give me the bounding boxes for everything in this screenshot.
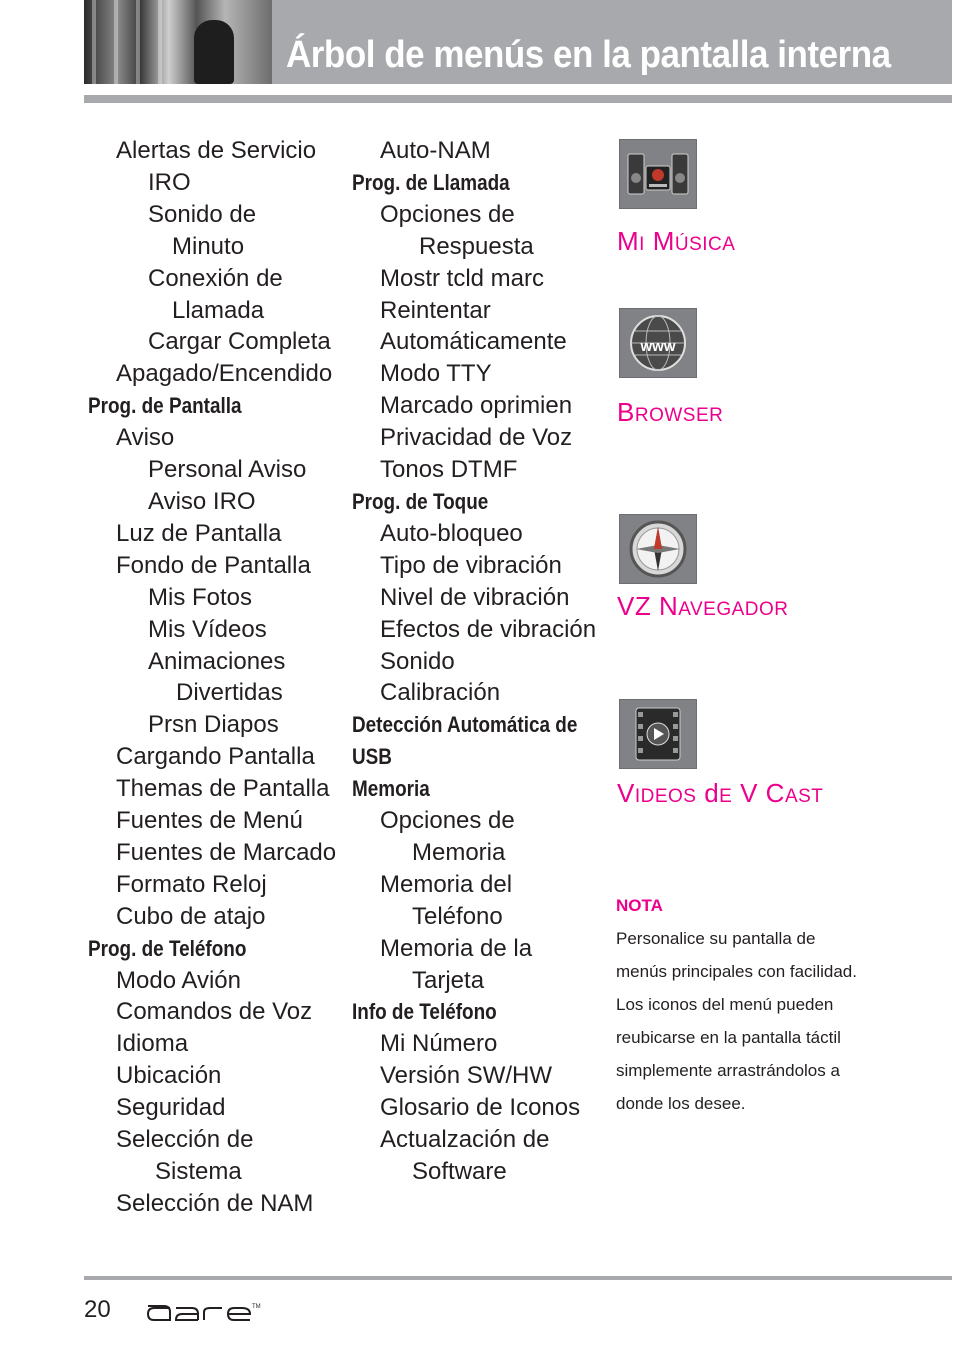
menu-item: Personal Aviso xyxy=(148,456,307,484)
page-title: Árbol de menús en la pantalla interna xyxy=(286,34,891,76)
menu-item: Tarjeta xyxy=(412,966,485,994)
menu-item: Alertas de Servicio xyxy=(116,137,317,164)
brand-logo xyxy=(144,1300,264,1329)
header-divider xyxy=(84,95,952,103)
menu-item: Aviso IRO xyxy=(148,487,256,515)
menu-item: Sonido xyxy=(380,647,455,675)
app-title-browser: BROWSER xyxy=(617,397,724,427)
menu-item: Opciones de xyxy=(380,200,515,228)
menu-item: Efectos de vibración xyxy=(380,615,597,643)
page-number: 20 xyxy=(84,1296,111,1323)
menu-item: Memoria de la xyxy=(380,934,533,962)
menu-item: Seguridad xyxy=(116,1094,226,1122)
film-reel-icon xyxy=(619,699,697,769)
menu-item: Animaciones xyxy=(148,647,286,675)
menu-item: Aviso xyxy=(116,424,175,452)
menu-section-heading: Memoria xyxy=(352,776,430,802)
compass-icon xyxy=(619,514,697,584)
app-title-videos: VIDEOS dE V CAST xyxy=(617,778,824,808)
menu-item: Mis Vídeos xyxy=(148,615,267,643)
menu-item: Modo Avión xyxy=(116,966,241,994)
note-text-line: donde los desee. xyxy=(616,1094,746,1113)
menu-item: Conexión de xyxy=(148,264,283,292)
menu-item: Opciones de xyxy=(380,807,515,835)
menu-item: Llamada xyxy=(172,296,265,324)
menu-item: Sistema xyxy=(155,1158,242,1185)
menu-item: Apagado/Encendido xyxy=(116,360,333,388)
speaker-system-icon xyxy=(619,139,697,209)
menu-item: Fuentes de Menú xyxy=(116,807,303,835)
menu-item: Mis Fotos xyxy=(148,583,253,611)
menu-item: Automáticamente xyxy=(380,328,567,356)
menu-item: Privacidad de Voz xyxy=(380,424,573,452)
note-text-line: simplemente arrastrándolos a xyxy=(616,1061,840,1080)
menu-column-1 xyxy=(88,135,348,1220)
menu-item: Cargar Completa xyxy=(148,328,331,356)
note-text-line: menús principales con facilidad. xyxy=(616,962,857,981)
menu-item: Selección de NAM xyxy=(116,1189,314,1217)
menu-item: Minuto xyxy=(172,232,245,260)
menu-item: Mi Número xyxy=(380,1030,498,1058)
menu-item: Comandos de Voz xyxy=(116,998,313,1026)
menu-item: Auto-NAM xyxy=(380,137,491,164)
menu-item: Fondo de Pantalla xyxy=(116,551,311,579)
menu-item: Memoria xyxy=(412,838,506,866)
menu-item: Calibración xyxy=(380,679,501,707)
menu-item: Teléfono xyxy=(412,902,503,930)
menu-item: Sonido de xyxy=(148,200,257,228)
menu-section-heading: Info de Teléfono xyxy=(352,999,497,1025)
menu-item: Prsn Diapos xyxy=(148,711,279,739)
menu-item: Cargando Pantalla xyxy=(116,743,315,771)
globe-www-icon xyxy=(619,308,697,378)
app-title-navigator: VZ NAVEGADOR xyxy=(617,591,789,621)
note-text-line: Los iconos del menú pueden xyxy=(616,995,834,1014)
menu-item: Mostr tcld marc xyxy=(380,264,545,292)
menu-item: Marcado oprimien xyxy=(380,392,573,420)
menu-item: Tipo de vibración xyxy=(380,551,562,579)
menu-item: Luz de Pantalla xyxy=(116,519,282,547)
menu-item: Formato Reloj xyxy=(116,870,267,898)
menu-item: Modo TTY xyxy=(380,360,492,388)
menu-section-heading: Prog. de Llamada xyxy=(352,169,510,195)
menu-item: Fuentes de Marcado xyxy=(116,838,337,866)
note-text-line: reubicarse en la pantalla táctil xyxy=(616,1028,841,1047)
menu-item: Reintentar xyxy=(380,296,491,324)
menu-section-heading: Prog. de Toque xyxy=(352,488,489,514)
header-photo xyxy=(84,0,272,84)
menu-item: Memoria del xyxy=(380,870,513,898)
menu-item: Glosario de Iconos xyxy=(380,1094,581,1122)
note-text-line: Personalice su pantalla de xyxy=(616,929,816,948)
menu-item: Selección de xyxy=(116,1126,254,1154)
menu-item: IRO xyxy=(148,168,191,196)
menu-item: Respuesta xyxy=(419,232,534,260)
menu-item: Idioma xyxy=(116,1030,189,1058)
menu-item: Auto-bloqueo xyxy=(380,519,523,547)
svg-text:www: www xyxy=(640,338,676,355)
menu-section-heading: Prog. de Teléfono xyxy=(88,935,247,961)
menu-item: Divertidas xyxy=(176,679,283,707)
menu-item: Themas de Pantalla xyxy=(116,775,330,803)
menu-item: Software xyxy=(412,1158,507,1185)
menu-item: Nivel de vibración xyxy=(380,583,570,611)
menu-item: Versión SW/HW xyxy=(380,1062,553,1090)
menu-section-heading: Prog. de Pantalla xyxy=(88,393,242,419)
svg-text:TM: TM xyxy=(252,1304,261,1310)
menu-section-heading: Detección Automática de xyxy=(352,712,578,738)
menu-column-2 xyxy=(352,135,612,1188)
menu-item: Tonos DTMF xyxy=(380,456,518,484)
note-label: NOTA xyxy=(616,896,663,915)
footer-divider xyxy=(84,1276,952,1280)
menu-item: Ubicación xyxy=(116,1062,222,1090)
app-title-music: MI MÚSICA xyxy=(617,226,736,256)
menu-item: Actualzación de xyxy=(380,1126,550,1154)
menu-section-heading: USB xyxy=(352,744,392,770)
menu-item: Cubo de atajo xyxy=(116,902,266,930)
